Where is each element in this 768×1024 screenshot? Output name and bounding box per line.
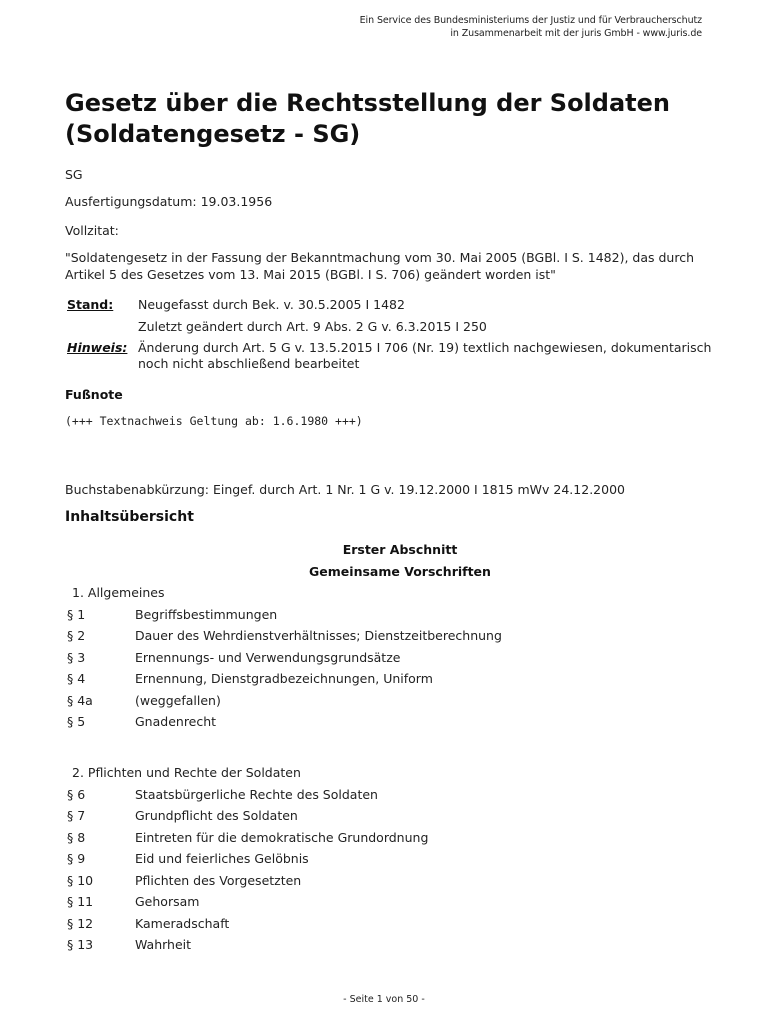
law-title: Gesetz über die Rechtsstellung der Soldaten (Soldatengesetz - SG)	[65, 89, 670, 148]
paragraph-number: § 7	[67, 808, 86, 823]
paragraph-number: § 9	[67, 851, 86, 866]
paragraph-number: § 4	[67, 671, 86, 686]
toc-entry[interactable]	[67, 894, 747, 914]
law-abbreviation: SG	[65, 167, 83, 182]
fussnote-text: (+++ Textnachweis Geltung ab: 1.6.1980 +++)	[65, 414, 363, 428]
paragraph-number: § 12	[67, 915, 94, 931]
toc-entry[interactable]	[67, 628, 747, 648]
paragraph-title: Ernennungs- und Verwendungsgrundsätze	[135, 649, 401, 665]
toc-heading: Inhaltsübersicht	[65, 509, 194, 525]
section-subtitle: Gemeinsame Vorschriften	[309, 564, 491, 579]
paragraph-number: § 6	[67, 786, 86, 802]
toc-entry[interactable]	[67, 787, 747, 807]
section-title: Erster Abschnitt	[342, 542, 458, 557]
toc-entry[interactable]	[67, 916, 747, 936]
service-line-2: in Zusammenarbeit mit der juris GmbH - www.juris.de	[450, 28, 702, 39]
paragraph-title: Eid und feierliches Gelöbnis	[135, 851, 309, 866]
paragraph-title: Kameradschaft	[135, 915, 230, 931]
toc-group-title: 1. Allgemeines	[72, 585, 165, 600]
toc-entry[interactable]	[67, 830, 747, 850]
vollzitat-label: Vollzitat:	[65, 223, 119, 238]
service-line-1: Ein Service des Bundesministeriums der Justiz und für Verbraucherschutz	[359, 15, 702, 26]
service-note	[360, 14, 702, 40]
toc-entry[interactable]	[67, 937, 747, 957]
hinweis-label: Hinweis:	[67, 340, 128, 355]
toc-entry[interactable]	[67, 873, 747, 893]
toc-entry[interactable]	[67, 650, 747, 670]
toc-entry[interactable]	[67, 671, 747, 691]
toc-entry[interactable]	[67, 607, 747, 627]
paragraph-number: § 13	[67, 937, 94, 952]
toc-entry[interactable]	[67, 851, 747, 871]
buchstabenabkuerzung: Buchstabenabkürzung: Eingef. durch Art. 1 Nr. 1 G v. 19.12.2000 I 1815 mWv 24.12.2000	[65, 482, 625, 497]
paragraph-title: Staatsbürgerliche Rechte des Soldaten	[135, 786, 378, 802]
paragraph-number: § 8	[67, 829, 86, 845]
paragraph-number: § 2	[67, 628, 86, 643]
toc-entry[interactable]	[67, 714, 747, 734]
paragraph-number: § 10	[67, 872, 94, 888]
toc-group-title: 2. Pflichten und Rechte der Soldaten	[72, 765, 301, 780]
stand-line-2: Zuletzt geändert durch Art. 9 Abs. 2 G v. 6.3.2015 I 250	[138, 319, 487, 334]
paragraph-title: Gehorsam	[135, 894, 200, 909]
paragraph-title: Grundpflicht des Soldaten	[135, 808, 298, 823]
paragraph-title: Gnadenrecht	[135, 714, 217, 729]
fussnote-label: Fußnote	[65, 387, 123, 402]
toc-entry[interactable]	[67, 693, 747, 713]
paragraph-number: § 1	[67, 606, 86, 622]
paragraph-number: § 5	[67, 714, 86, 729]
paragraph-title: (weggefallen)	[135, 692, 221, 708]
paragraph-title: Wahrheit	[135, 937, 192, 952]
paragraph-title: Dauer des Wehrdienstverhältnisses; Dienstzeitberechnung	[135, 628, 502, 643]
paragraph-number: § 3	[67, 649, 86, 665]
hinweis-text: Änderung durch Art. 5 G v. 13.5.2015 I 706 (Nr. 19) textlich nachgewiesen, dokumentarisch noch nicht abschließend bearbeitet	[138, 340, 712, 371]
paragraph-title: Pflichten des Vorgesetzten	[135, 872, 302, 888]
paragraph-number: § 11	[67, 894, 94, 909]
paragraph-title: Begriffsbestimmungen	[135, 606, 278, 622]
paragraph-title: Ernennung, Dienstgradbezeichnungen, Uniform	[135, 671, 433, 686]
ausfertigungsdatum: Ausfertigungsdatum: 19.03.1956	[65, 194, 273, 209]
paragraph-number: § 4a	[67, 692, 93, 708]
paragraph-title: Eintreten für die demokratische Grundordnung	[135, 829, 429, 845]
stand-label: Stand:	[67, 297, 114, 312]
toc-entry[interactable]	[67, 808, 747, 828]
stand-line-1: Neugefasst durch Bek. v. 30.5.2005 I 1482	[138, 297, 405, 312]
vollzitat-text: "Soldatengesetz in der Fassung der Bekanntmachung vom 30. Mai 2005 (BGBl. I S. 1482), das durch Artikel 5 des Gesetzes vom 13. Mai 2015 (BGBl. I S. 706) geändert worden ist"	[65, 250, 694, 282]
page-footer: - Seite 1 von 50 -	[343, 994, 425, 1005]
